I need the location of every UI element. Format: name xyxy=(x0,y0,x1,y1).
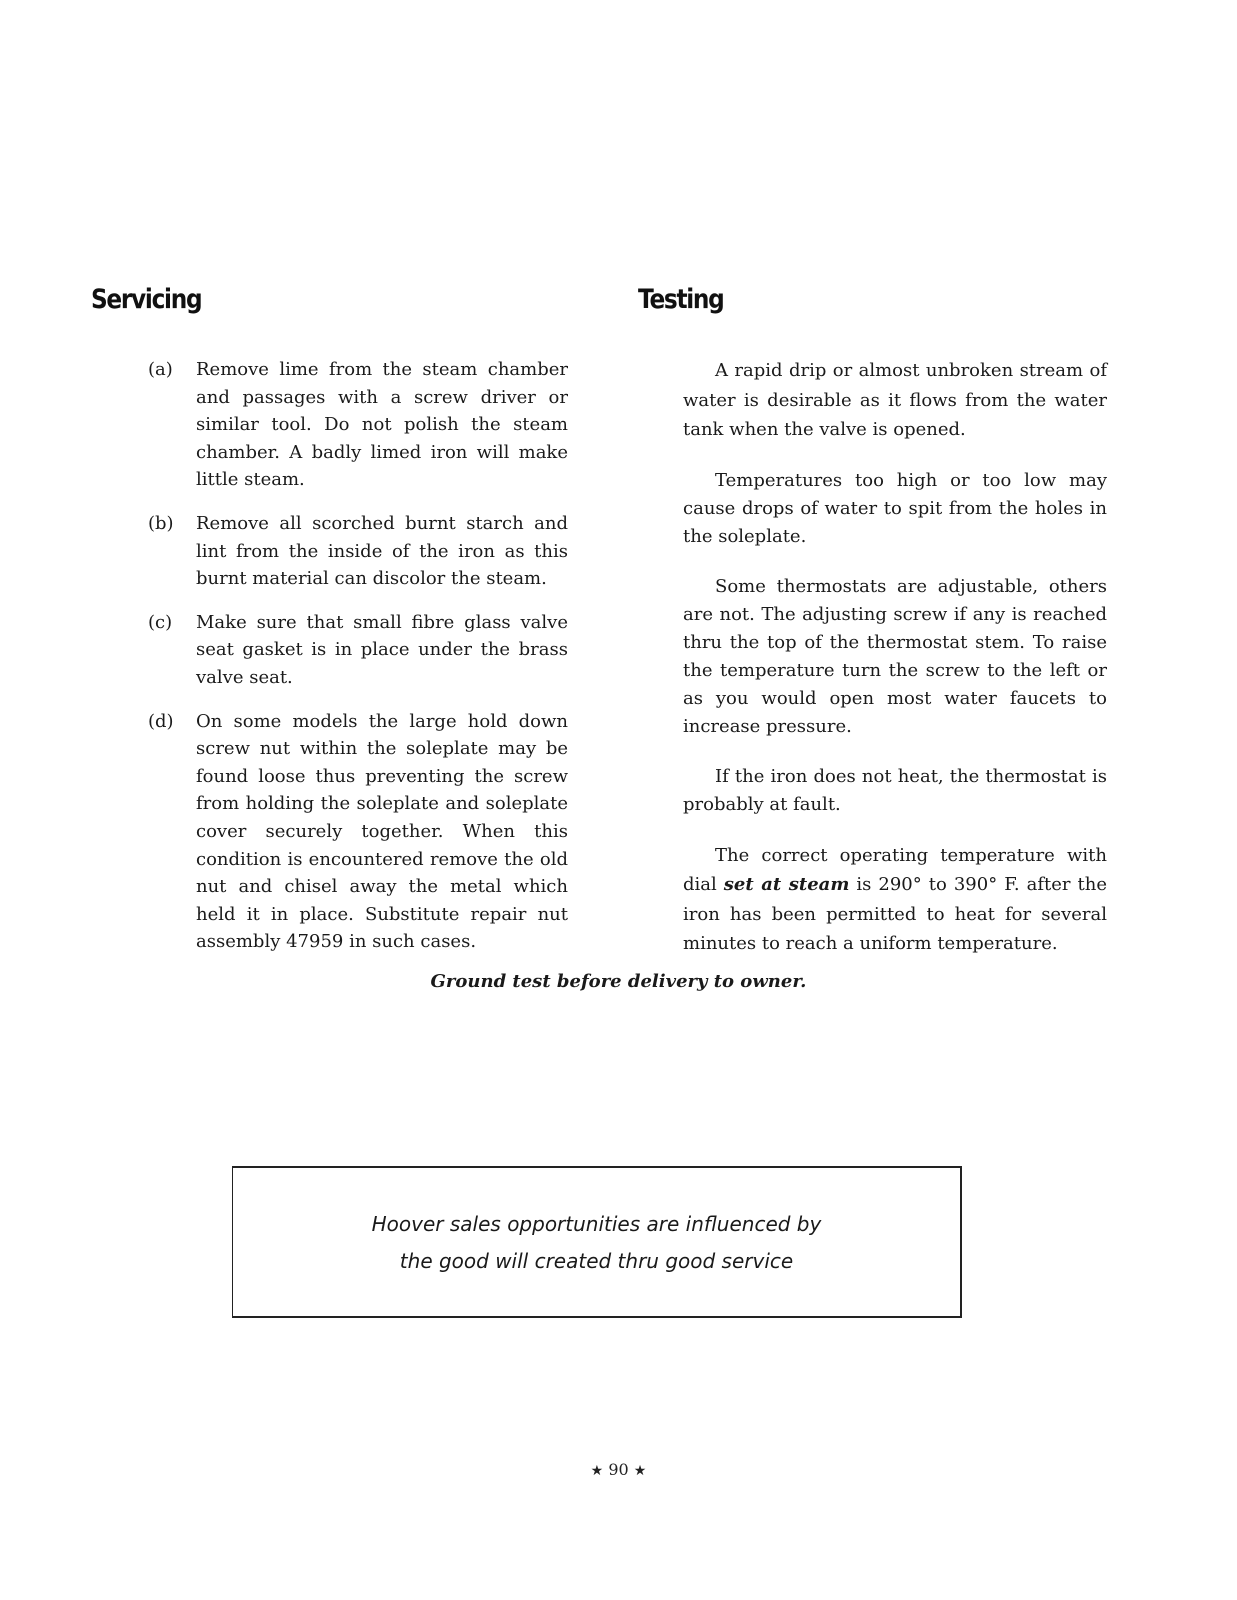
item-label: (c) xyxy=(148,611,173,633)
item-label: (a) xyxy=(148,359,173,380)
item-text: On some models the large hold down screw nut within the soleplate may be found loose thus preventing the screw from holding the soleplate and soleplate cover securely together. When this condition is encountered remove the old nut and chisel away the metal which held it in place. Substitute repair nut assembly 47959 in such cases. xyxy=(196,710,568,953)
operating-temperature-text-start: The correct operating temperature with dial xyxy=(683,844,1107,895)
page-footer xyxy=(0,1460,1237,1479)
servicing-item-b xyxy=(148,510,568,593)
testing-paragraph-operating-temperature xyxy=(683,841,1107,959)
item-label: (d) xyxy=(148,710,174,732)
item-text: Remove all scorched burnt starch and lint from the inside of the iron as this burnt material can discolor the steam. xyxy=(196,512,568,590)
item-text: Make sure that small fibre glass valve seat gasket is in place under the brass valve seat. xyxy=(196,611,568,688)
testing-heading: Testing xyxy=(638,284,724,315)
servicing-item-c xyxy=(148,609,568,692)
star-icon: ★ xyxy=(633,1463,647,1479)
service-message-box xyxy=(232,1166,962,1318)
testing-paragraph-thermostat-adjust: Some thermostats are adjustable, others are not. The adjusting screw if any is reached thru the top of the thermostat stem. To raise the temperature turn the screw to the left or as you would open most water faucets to increase pressure. xyxy=(683,575,1107,737)
servicing-item-a xyxy=(148,356,568,494)
service-message-line-2: the good will created thru good service xyxy=(399,1249,794,1273)
operating-temperature-text-end: is 290° to 390° F. after the iron has been permitted to heat for several minutes to reach a uniform temperature. xyxy=(683,874,1107,954)
item-text: Remove lime from the steam chamber and passages with a screw driver or similar tool. Do not polish the steam chamber. A badly limed iron will make little steam. xyxy=(196,359,568,491)
servicing-column xyxy=(148,356,568,972)
star-icon: ★ xyxy=(590,1463,604,1479)
service-message-line-1: Hoover sales opportunities are influenced by xyxy=(371,1212,822,1236)
ground-test-note: Ground test before delivery to owner. xyxy=(430,971,807,992)
testing-paragraph-drip: A rapid drip or almost unbroken stream of water is desirable as it flows from the water tank when the valve is opened. xyxy=(683,360,1107,440)
page-number: 90 xyxy=(608,1460,629,1479)
set-at-steam-emphasis: set at steam xyxy=(723,874,850,895)
servicing-heading: Servicing xyxy=(91,284,202,315)
testing-paragraph-thermostat-fault: If the iron does not heat, the thermostat is probably at fault. xyxy=(683,765,1107,815)
item-label: (b) xyxy=(148,512,174,534)
testing-column xyxy=(683,356,1107,959)
testing-paragraph-temperature: Temperatures too high or too low may cause drops of water to spit from the holes in the soleplate. xyxy=(683,469,1107,547)
servicing-item-d xyxy=(148,708,568,956)
